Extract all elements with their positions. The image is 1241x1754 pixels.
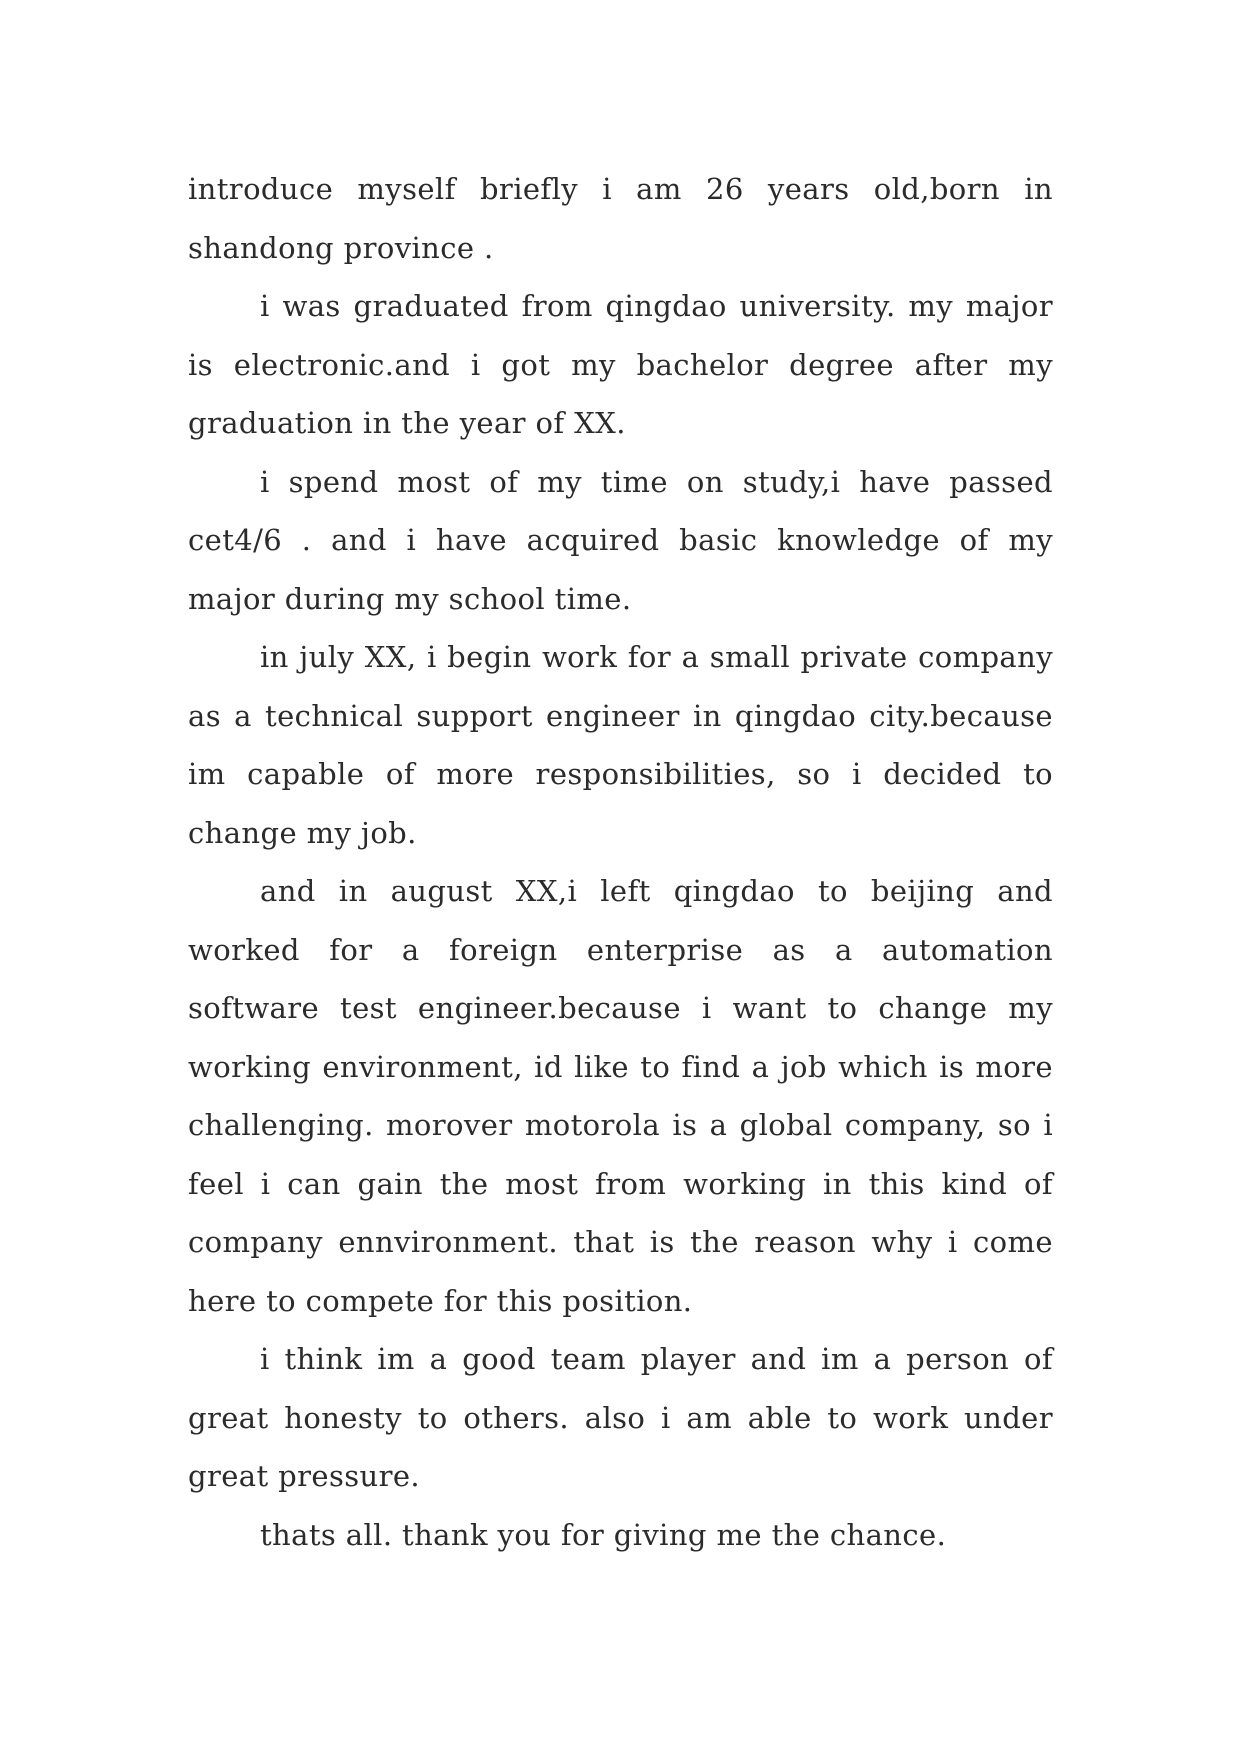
paragraph-closing: thats all. thank you for giving me the chance. xyxy=(260,1517,947,1552)
paragraph-first-job: in july XX, i begin work for a small private company as a technical support engineer in qingdao city.because im capable of more responsibilities, so i decided to change my job. xyxy=(188,640,1053,850)
paragraph-personality: i think im a good team player and im a person of great honesty to others. also i am able to work under great pressure. xyxy=(188,1342,1053,1493)
paragraph-second-job: and in august XX,i left qingdao to beijing and worked for a foreign enterprise as a automation software test engineer.because i want to change my working environment, id like to find a job which is more challenging. morover motorola is a global company, so i feel i can gain the most from working in this kind of company ennvironment. that is the reason why i come here to compete for this position. xyxy=(188,874,1053,1318)
paragraph-intro: introduce myself briefly i am 26 years old,born in shandong province . xyxy=(188,172,1053,265)
paragraph-study: i spend most of my time on study,i have passed cet4/6 . and i have acquired basic knowledge of my major during my school time. xyxy=(188,464,1053,616)
paragraph-education: i was graduated from qingdao university. my major is electronic.and i got my bachelor degree after my graduation in the year of XX. xyxy=(188,289,1053,440)
document-body xyxy=(188,160,1053,1564)
